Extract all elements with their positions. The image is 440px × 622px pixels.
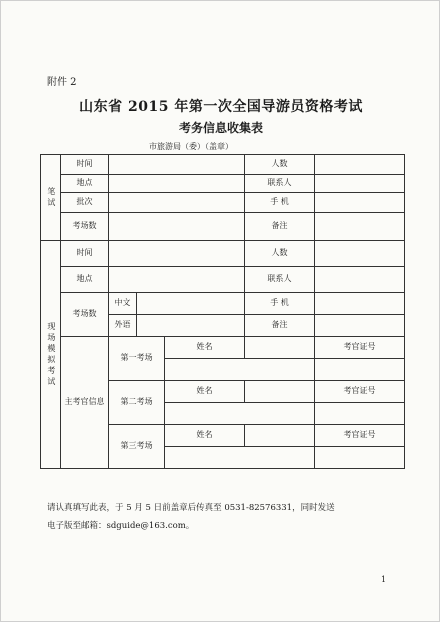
mock-contact-field[interactable] xyxy=(315,267,405,293)
footer-note-line1: 请认真填写此表，于 5 月 5 日前盖章后传真至 0531-82576331，同时发送 xyxy=(47,503,335,513)
mock-rooms-label: 考场数 xyxy=(61,293,109,337)
written-batch-field[interactable] xyxy=(109,193,245,213)
mock-remark-label: 备注 xyxy=(245,315,315,337)
room3-cert-label: 考官证号 xyxy=(315,425,405,447)
mock-location-field[interactable] xyxy=(109,267,245,293)
attachment-label: 附件 2 xyxy=(47,77,77,88)
written-location-field[interactable] xyxy=(109,175,245,193)
page-number: 1 xyxy=(381,575,387,584)
room3-name-field[interactable] xyxy=(245,425,315,447)
written-rooms-field[interactable] xyxy=(109,213,245,241)
written-rooms-label: 考场数 xyxy=(61,213,109,241)
written-phone-label: 手 机 xyxy=(245,193,315,213)
unit-label: 市旅游局（委）（盖章） xyxy=(149,142,233,151)
mock-remark-field[interactable] xyxy=(315,315,405,337)
mock-chinese-label: 中文 xyxy=(109,293,137,315)
room2-name-label: 姓名 xyxy=(165,381,245,403)
footer-note-line2: 电子版至邮箱：sdguide@163.com。 xyxy=(47,521,195,531)
mock-headcount-field[interactable] xyxy=(315,241,405,267)
mock-phone-label: 手 机 xyxy=(245,293,315,315)
written-phone-field[interactable] xyxy=(315,193,405,213)
examiner-info-label: 主考官信息 xyxy=(61,337,109,469)
mock-location-label: 地点 xyxy=(61,267,109,293)
room3-label: 第三考场 xyxy=(109,425,165,469)
mock-time-field[interactable] xyxy=(109,241,245,267)
mock-contact-label: 联系人 xyxy=(245,267,315,293)
room1-name-value[interactable] xyxy=(165,359,315,381)
written-time-field[interactable] xyxy=(109,155,245,175)
written-contact-label: 联系人 xyxy=(245,175,315,193)
room3-cert-value[interactable] xyxy=(315,447,405,469)
room2-cert-label: 考官证号 xyxy=(315,381,405,403)
mock-chinese-field[interactable] xyxy=(137,293,245,315)
room1-name-field[interactable] xyxy=(245,337,315,359)
room1-name-label: 姓名 xyxy=(165,337,245,359)
written-contact-field[interactable] xyxy=(315,175,405,193)
document-subtitle: 考务信息收集表 xyxy=(178,121,263,135)
room1-cert-value[interactable] xyxy=(315,359,405,381)
written-location-label: 地点 xyxy=(61,175,109,193)
written-time-label: 时间 xyxy=(61,155,109,175)
mock-section-label: 现场模拟考试 xyxy=(41,241,61,469)
room3-name-value[interactable] xyxy=(165,447,315,469)
info-form-table xyxy=(40,154,405,469)
room1-cert-label: 考官证号 xyxy=(315,337,405,359)
mock-time-label: 时间 xyxy=(61,241,109,267)
written-section-label: 笔试 xyxy=(41,155,61,241)
written-batch-label: 批次 xyxy=(61,193,109,213)
written-remark-field[interactable] xyxy=(315,213,405,241)
room2-label: 第二考场 xyxy=(109,381,165,425)
mock-foreign-field[interactable] xyxy=(137,315,245,337)
written-headcount-label: 人数 xyxy=(245,155,315,175)
room2-cert-value[interactable] xyxy=(315,403,405,425)
written-headcount-field[interactable] xyxy=(315,155,405,175)
room2-name-value[interactable] xyxy=(165,403,315,425)
document-title: 山东省 2015 年第一次全国导游员资格考试 xyxy=(79,99,363,115)
mock-phone-field[interactable] xyxy=(315,293,405,315)
room3-name-label: 姓名 xyxy=(165,425,245,447)
mock-headcount-label: 人数 xyxy=(245,241,315,267)
room1-label: 第一考场 xyxy=(109,337,165,381)
written-remark-label: 备注 xyxy=(245,213,315,241)
room2-name-field[interactable] xyxy=(245,381,315,403)
mock-foreign-label: 外语 xyxy=(109,315,137,337)
